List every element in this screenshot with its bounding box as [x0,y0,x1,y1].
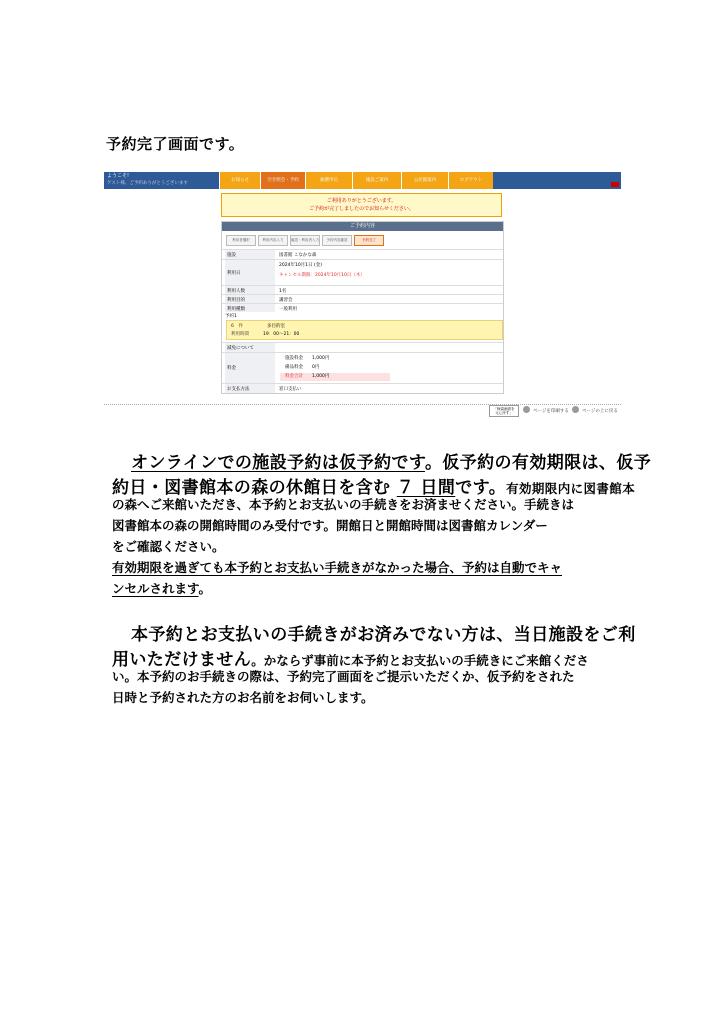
paragraph-provisional [112,448,652,600]
notice-line-1: ご利用ありがとうございます。 [326,198,397,204]
para1-line7: ンセルされます [112,581,199,596]
print-page-link[interactable]: ページを印刷する [533,409,569,414]
para2-line2a: 用いただけません [112,650,252,670]
nav-item-hall[interactable]: 公民館案内 [401,172,448,189]
seven-days: ７ 日間 [396,478,456,498]
panel-title: ご予約内容 [222,222,503,231]
row-purpose [222,294,503,303]
print-icon [523,406,530,413]
row-date [222,259,503,285]
nav-item-facility[interactable]: 施設ご案内 [352,172,401,189]
top-bar [104,172,621,189]
row-kind [222,303,503,312]
row-people [222,285,503,294]
provisional-emphasis: オンラインでの施設予約は仮予約です [131,453,425,473]
brand-label: ようこそ! [107,173,130,179]
brand-sub-label: ゲスト様、ご予約ありがとうございます [107,181,188,186]
para2-line2b: 。かならず事前に本予約とお支払いの手続きにご来館くださ [251,653,589,668]
completion-notice [221,193,502,217]
step-5-current: 予約完了 [354,235,384,246]
fee-value: 1,000円 [312,374,330,379]
up-arrow-icon [572,406,579,413]
step-4: 予約内容確認 [322,235,352,246]
fee-equipment [280,364,390,372]
kind-label: 利用種類 [227,307,245,312]
page-heading: 予約完了画面です。 [106,135,245,153]
fee-value: 1,000円 [312,356,330,361]
purpose-value: 講習会 [279,298,293,303]
fee-key: 備品料金 [285,365,303,370]
flag-icon [611,182,619,187]
reserve-label: 予約1 [225,314,237,319]
row-discount [222,342,503,352]
notice-line-2: ご予約が完了しましたのでお知らせください。 [309,206,414,212]
reservation-panel [221,221,504,394]
back-to-top-link[interactable]: ページの上に戻る [582,409,618,414]
nav-item-lottery[interactable]: 抽選申込 [305,172,352,189]
fee-key: 料金合計 [285,374,303,379]
date-label: 利用日 [227,271,241,276]
para1-line1-rest: 。仮予約の有効期限は、仮予 [424,453,652,473]
fee-value: 0円 [312,365,320,370]
people-label: 利用人数 [227,289,245,294]
fee-total [280,373,390,381]
para1-line5: をご確認ください。 [112,539,225,554]
reserve-number: 6 件 [231,324,243,329]
row-facility [222,249,503,259]
row-reservation [222,312,503,340]
reservation-detail [226,320,503,340]
row-payment [222,383,503,393]
pay-value: 窓口支払い [279,387,302,392]
para1-line2a: 約日・図書館本の森の休館日を含む [112,478,397,498]
time-label: 利用時間 [231,332,249,337]
step-1: 利用者選択 [226,235,256,246]
step-2: 利用内容入力 [258,235,288,246]
para1-line2d: 有効期限内に図書館本 [506,481,636,496]
para2-line3: い。本予約のお手続きの際は、予約完了画面をご提示いただくか、仮予約をされた [112,669,575,684]
kind-value: 一般利用 [279,307,297,312]
para2-line1: 本予約とお支払いの手続きがお済みでない方は、当日施設をご利 [131,625,636,645]
pay-label: お支払方法 [227,387,250,392]
para1-line2c: です。 [455,478,507,498]
time-value: 19：00〜21：00 [263,332,300,337]
para1-line3: の森へご来館いただき、本予約とお支払いの手続きをお済ませください。手続きは [112,497,575,512]
nav-item-news[interactable]: お知らせ [219,172,260,189]
facility-label: 施設 [227,253,236,258]
fee-key: 施設料金 [285,356,303,361]
reservation-screenshot [104,172,621,405]
step-3: 確認・利用者入力 [290,235,320,246]
facility-value: 図書館 こなかな森 [279,253,317,258]
row-fee [222,352,503,383]
para1-line6: 有効期限を過ぎても本予約とお支払い手続きがなかった場合、予約は自動でキャ [112,560,563,575]
fee-label: 料金 [227,366,236,371]
purpose-label: 利用目的 [227,298,245,303]
para2-line4: 日時と予約された方のお名前をお伺いします。 [112,690,374,705]
para1-line4: 図書館本の森の開館時間のみ受付です。開館日と開館時間は図書館カレンダー [112,518,548,533]
fee-facility [280,355,390,363]
para1-line7b: 。 [198,581,212,596]
nav-item-logout[interactable]: ログアウト [448,172,493,189]
date-value: 2024年10月1日 (金) [279,263,322,268]
nav-item-reserve[interactable]: 空き照会・予約 [260,172,305,189]
reserve-room: 多目的室 [267,324,285,329]
people-value: 1名 [279,289,287,294]
search-back-button[interactable]: 「検索画面を元に戻す」 [489,405,519,417]
discount-label: 減免について [227,346,254,351]
paragraph-same-day [112,620,636,709]
cancel-deadline: キャンセル期限：2024年10月10日（木） [279,273,365,278]
